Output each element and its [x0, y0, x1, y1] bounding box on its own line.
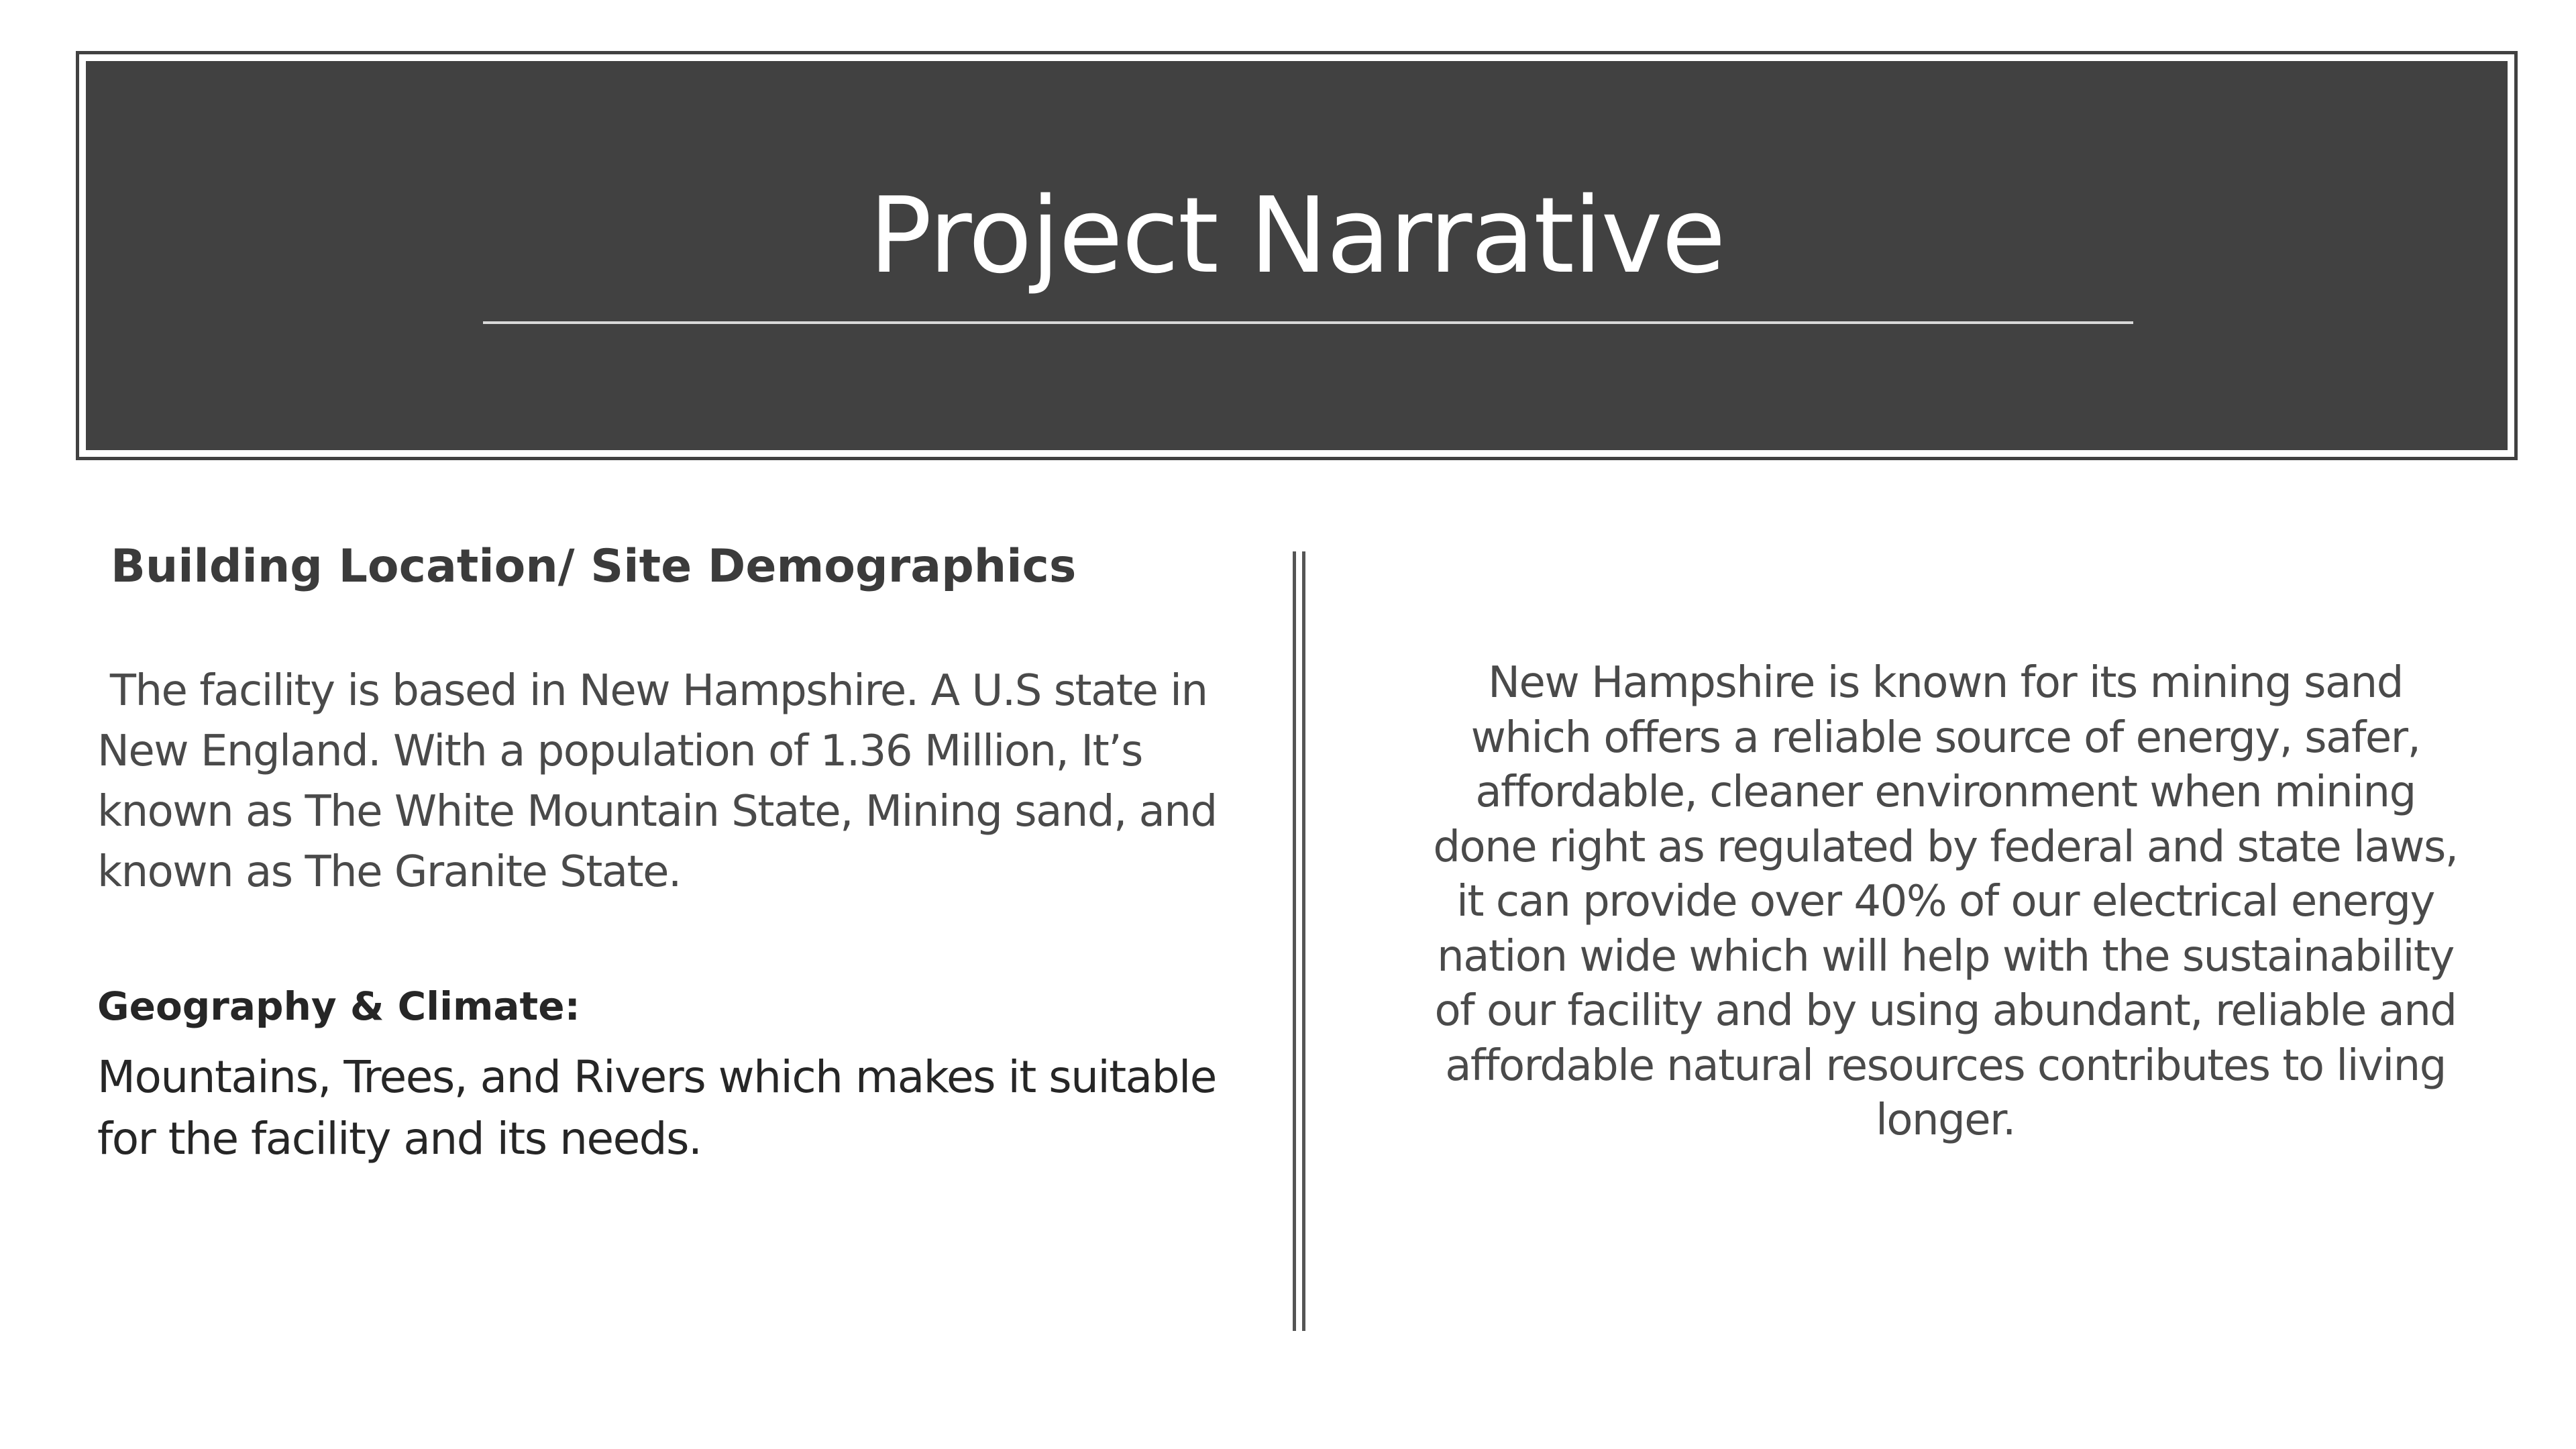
title-banner-fill [86, 61, 2508, 450]
title-underline [483, 321, 2133, 324]
divider-line-right [1302, 551, 1305, 1331]
column-divider [1293, 551, 1306, 1331]
geography-paragraph: Mountains, Trees, and Rivers which makes it suitable for the facility and its needs. [97, 1051, 1216, 1165]
geography-heading: Geography & Climate: [97, 983, 580, 1029]
right-paragraph: New Hampshire is known for its mining sand which offers a reliable source of energy, safer, affordable, cleaner environment when mining done right as regulated by federal and state laws, it can provide over 40% of our electrical energy nation wide which will help with the sustainability of our facility and by using abundant, reliable and affordable natural resources contributes to living longer. [1433, 658, 2458, 1145]
slide-title: Project Narrative [869, 174, 1725, 297]
location-paragraph: The facility is based in New Hampshire. A U.S state in New England. With a population of 1.36 Million, It’s known as The White Mountain State, Mining sand, and known as The Granite State. [97, 666, 1230, 897]
location-heading: Building Location/ Site Demographics [111, 540, 1077, 593]
divider-line-left [1293, 551, 1296, 1331]
title-banner [76, 51, 2518, 460]
